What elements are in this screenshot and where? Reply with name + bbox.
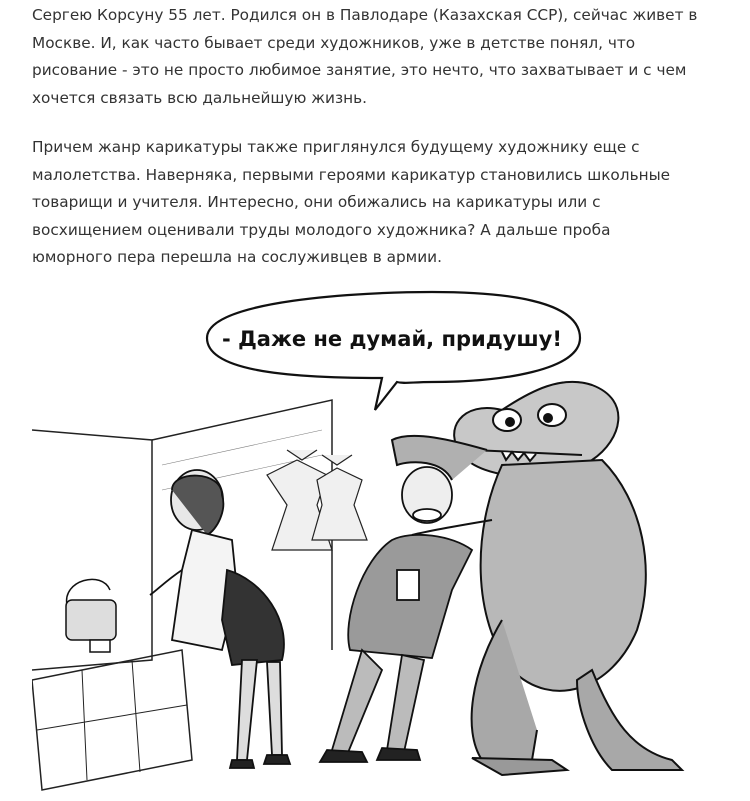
article-paragraph-1: Сергею Корсуну 55 лет. Родился он в Павлодаре (Казахская ССР), сейчас живет в Москве. И, как часто бывает среди художников, уже в детстве понял, что рисование - это не просто любимое занятие, это нечто, что захватывает и с чем хочется связать всю дальнейшую жизнь. [32, 6, 698, 107]
article-paragraph-2: Причем жанр карикатуры также приглянулся будущему художнику еще с малолетства. Наверняка, первыми героями карикатур становились школьные товарищи и учителя. Интересно, они обижались на карикатуры или с восхищением оценивали труды молодого художника? А дальше проба юморного пера перешла на сослуживцев в армии. [32, 138, 671, 267]
cartoon-illustration [32, 290, 712, 801]
speech-bubble-text: - Даже не думай, придушу! [222, 327, 562, 351]
dresses-drawing [267, 450, 367, 550]
handbag-drawing [66, 579, 116, 652]
woman-figure [150, 470, 290, 768]
speech-bubble [207, 292, 580, 410]
